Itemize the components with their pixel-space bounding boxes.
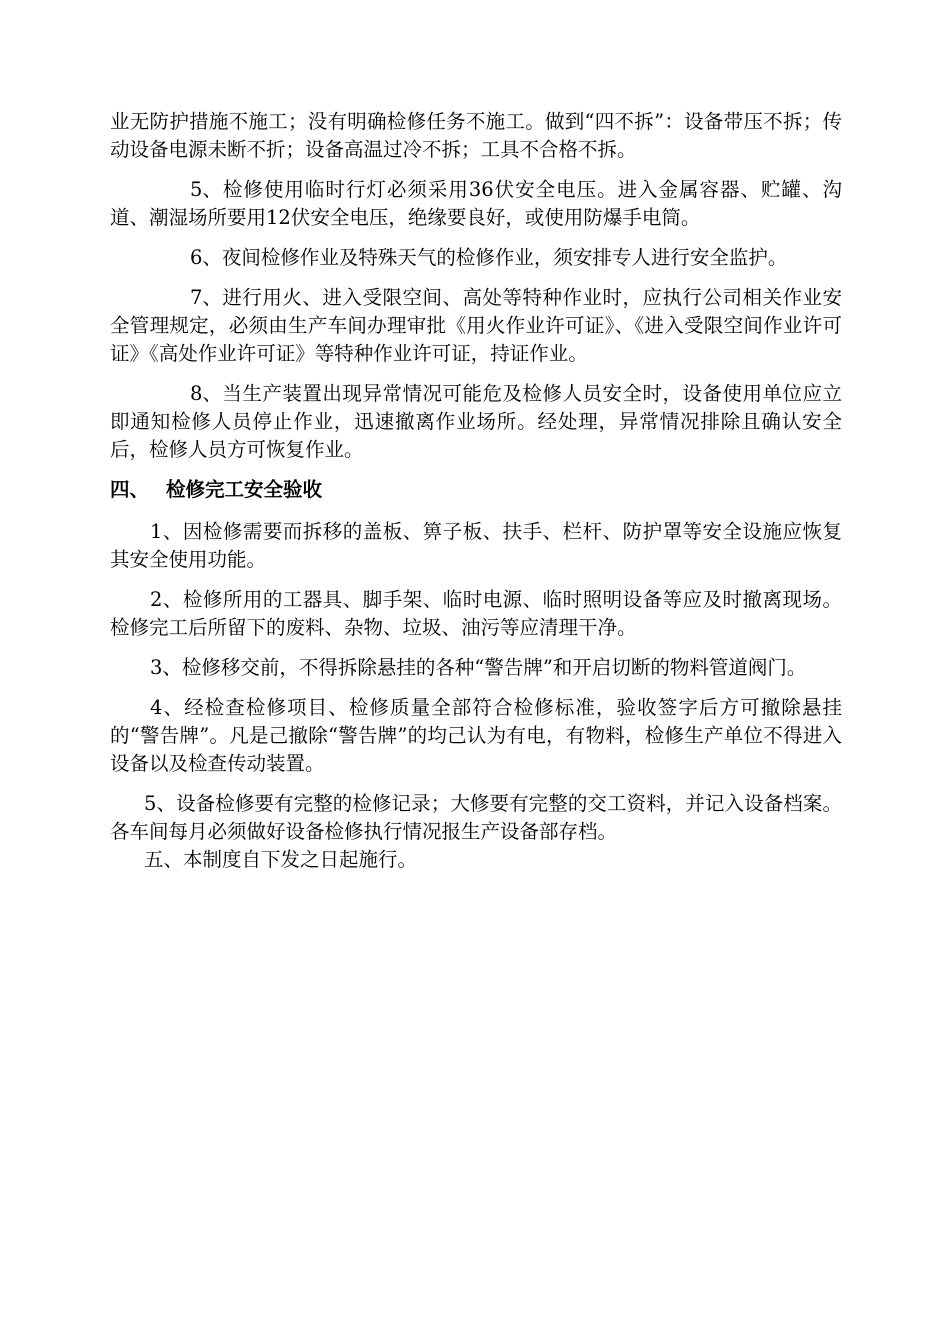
acceptance-item-5: 5、设备检修要有完整的检修记录；大修要有完整的交工资料，并记入设备档案。各车间每月必须做好设备检修执行情况报生产设备部存档。 bbox=[110, 792, 842, 843]
list-item-6 bbox=[110, 244, 842, 272]
list-item-7 bbox=[110, 284, 842, 368]
list-item-text: 当生产装置出现异常情况可能危及检修人员安全时，设备使用单位应立即通知检修人员停止作业，迅速撤离作业场所。经处理，异常情况排除且确认安全后，检修人员方可恢复作业。 bbox=[110, 382, 842, 461]
list-item-text: 检修使用临时行灯必须采用36伏安全电压。进入金属容器、贮罐、沟道、潮湿场所要用12伏安全电压，绝缘要良好，或使用防爆手电筒。 bbox=[110, 178, 842, 229]
section-title: 检修完工安全验收 bbox=[166, 478, 323, 501]
document-body bbox=[110, 108, 842, 886]
acceptance-item-4: 4、经检查检修项目、检修质量全部符合检修标准，验收签字后方可撤除悬挂的“警告牌”。凡是己撤除“警告牌”的均己认为有电，有物料，检修生产单位不得进入设备以及检查传动装置。 bbox=[110, 696, 842, 775]
list-item-5 bbox=[110, 176, 842, 232]
acceptance-item-3: 3、检修移交前，不得拆除悬挂的各种“警告牌”和开启切断的物料管道阀门。 bbox=[150, 656, 807, 679]
list-item-number: 6、 bbox=[190, 246, 222, 269]
list-item-8 bbox=[110, 380, 842, 464]
section-heading-4 bbox=[110, 476, 842, 504]
section-number: 四、 bbox=[110, 478, 150, 501]
list-item-text: 进行用火、进入受限空间、高处等特种作业时，应执行公司相关作业安全管理规定，必须由生产车间办理审批《用火作业许可证》、《进入受限空间作业许可证》《高处作业许可证》等特种作业许可证，持证作业。 bbox=[110, 286, 842, 365]
section-5-statement: 五、本制度自下发之日起施行。 bbox=[144, 848, 418, 871]
acceptance-item-2: 2、检修所用的工器具、脚手架、临时电源、临时照明设备等应及时撤离现场。检修完工后所留下的废料、杂物、垃圾、油污等应清理干净。 bbox=[110, 588, 842, 639]
list-item-number: 8、 bbox=[190, 382, 222, 405]
paragraph-continued: 业无防护措施不施工；没有明确检修任务不施工。做到“四不拆”：设备带压不拆；传动设备电源未断不折；设备高温过冷不拆；工具不合格不拆。 bbox=[110, 110, 842, 161]
acceptance-item-1: 1、因检修需要而拆移的盖板、箅子板、扶手、栏杆、防护罩等安全设施应恢复其安全使用功能。 bbox=[110, 520, 842, 571]
list-item-number: 5、 bbox=[190, 178, 222, 201]
list-item-text: 夜间检修作业及特殊天气的检修作业，须安排专人进行安全监护。 bbox=[221, 246, 788, 269]
list-item-number: 7、 bbox=[190, 286, 222, 309]
